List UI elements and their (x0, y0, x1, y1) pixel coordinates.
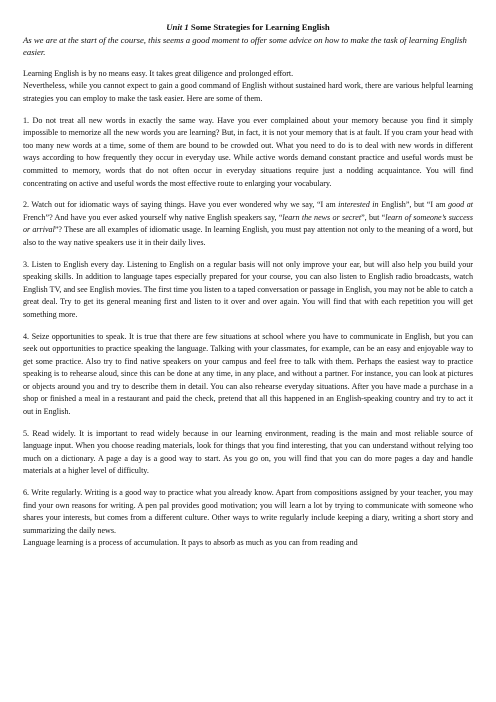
page-title (23, 22, 473, 33)
idiom-example: good at (448, 200, 473, 210)
intro-paragraph: As we are at the start of the course, this seems a good moment to offer some advice on how to make the task of learning English easier. (23, 35, 467, 58)
idiom-example: learn of someone’s success or arrival (23, 212, 473, 235)
unit-number: Unit 1 (166, 22, 189, 32)
strategy-2-paragraph (23, 199, 473, 249)
strategy-2-text: French”? And have you ever asked yourself why native English speakers say, “ (23, 212, 283, 222)
strategy-2-text: ”? These are all examples of idiomatic usage. In learning English, you must pay attention not only to the meaning of a word, but also to the way native speakers use it in their daily lives. (23, 225, 473, 247)
strategy-6-paragraph: 6. Write regularly. Writing is a good way to practice what you already know. Apart from compositions assigned by your teacher, you may find your own reasons for writing. A pen pal provides good motivation; you will learn a lot by trying to communicate with someone who shares your interests, but comes from a different culture. Other ways to write regularly include keeping a diary, writing a short story and summarizing the daily news. (23, 488, 473, 535)
opening-paragraph: Nevertheless, while you cannot expect to gain a good command of English without sustained hard work, there are various helpful learning strategies you can employ to make the task easier. Here are some of them. (23, 81, 473, 103)
strategy-2-text: 2. Watch out for idiomatic ways of saying things. Have you ever wondered why we say, “I am (23, 200, 339, 210)
strategy-5-paragraph: 5. Read widely. It is important to read widely because in our learning environment, reading is the main and most reliable source of language input. When you choose reading materials, look for things that you find interesting, that you can understand without relying too much on a dictionary. A page a day is a good way to start. As you go on, you will find that you can do more pages a day and handle materials at a higher level of difficulty. (23, 428, 473, 476)
closing-paragraph: Language learning is a process of accumulation. It pays to absorb as much as you can from reading and (23, 538, 358, 548)
idiom-example: learn the news or secret (282, 212, 362, 222)
strategy-2-text: ”, but “ (361, 212, 386, 222)
strategy-2-text: English”, but “I am (378, 200, 448, 210)
strategy-4-paragraph: 4. Seize opportunities to speak. It is true that there are few situations at school where you have to communicate in English, but you can seek out opportunities to practice speaking the language. Talking with your classmates, for example, can be an easy and enjoyable way to get some practice. Also try to find native speakers on your campus and feel free to talk with them. Perhaps the easiest way to practice speaking is to rehearse aloud, since this can be done at any time, in any place, and without a partner. For instance, you can look at pictures or objects around you and try to describe them in detail. You can also rehearse everyday situations. After you have made a purchase in a shop or finished a meal in a restaurant and paid the check, pretend that all this happened in an English-speaking country and try to act it out in English. (23, 331, 473, 417)
strategy-3-paragraph: 3. Listen to English every day. Listening to English on a regular basis will not only improve your ear, but will also help you build your speaking skills. In addition to language tapes especially prepared for your course, you can also listen to English radio broadcasts, watch English TV, and see English movies. The first time you listen to a taped conversation or passage in English, you may not be able to catch a great deal. Try to get its general meaning first and listen to it over and over again. You will find that with each repetition you will get something more. (23, 259, 473, 319)
opening-sentence: Learning English is by no means easy. It takes great diligence and prolonged effort. (23, 68, 294, 78)
idiom-example: interested in (338, 200, 379, 210)
strategy-1-paragraph: 1. Do not treat all new words in exactly the same way. Have you ever complained about your memory because you find it simply impossible to memorize all the new words you are learning? But, in fact, it is not your memory that is at fault. If you cram your head with too many new words at a time, some of them are bound to be crowded out. What you need to do is to deal with new words in different ways according to how frequently they occur in everyday use. While active words demand constant practice and useful words must be committed to memory, words that do not often occur in everyday situations require just a nodding acquaintance. You will find concentrating on active and useful words the most effective route to enlarging your vocabulary. (23, 115, 473, 188)
title-text: Some Strategies for Learning English (188, 22, 330, 32)
